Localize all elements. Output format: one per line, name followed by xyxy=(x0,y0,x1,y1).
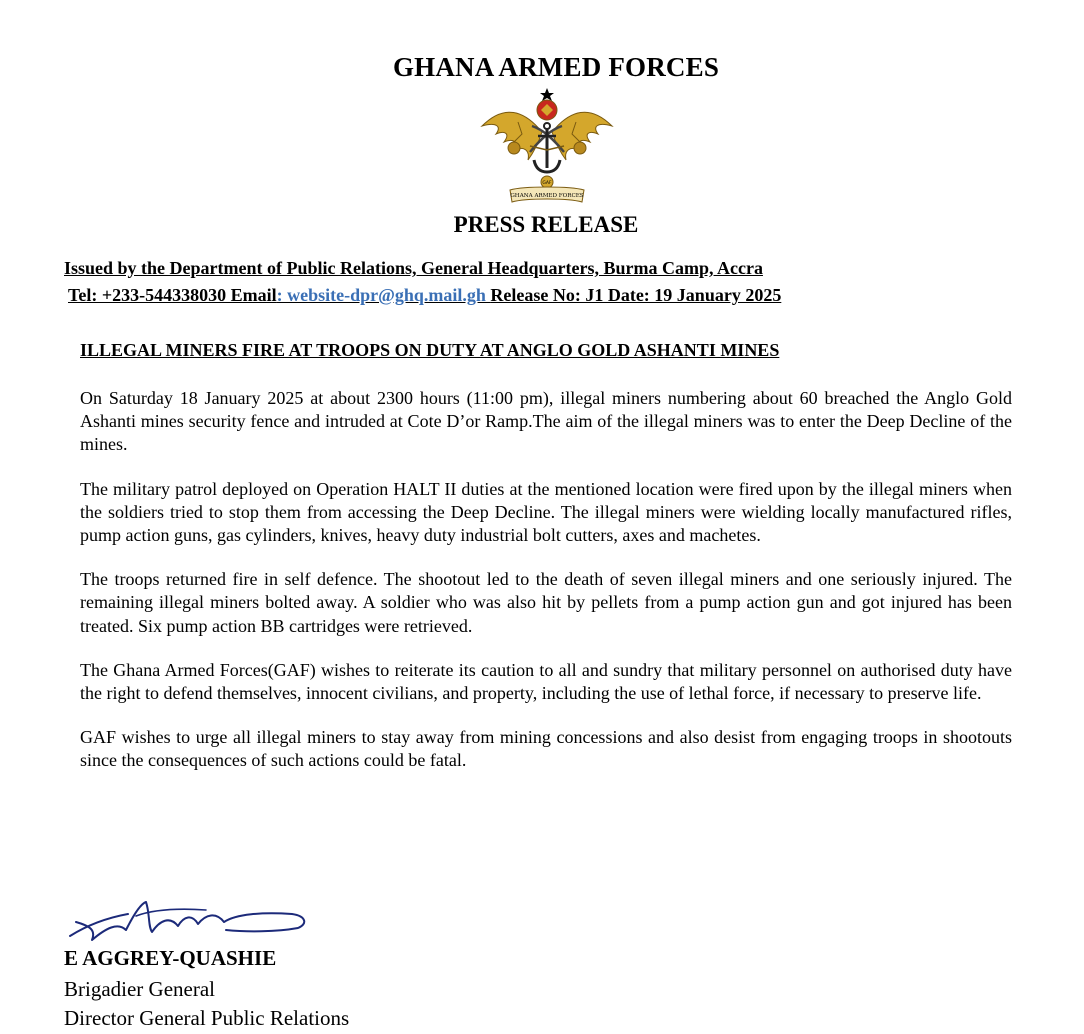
release-body xyxy=(80,387,1012,794)
issued-by-line: Issued by the Department of Public Relations, General Headquarters, Burma Camp, Accra xyxy=(64,258,763,278)
contact-line xyxy=(68,285,781,306)
signatory-rank: Brigadier General xyxy=(64,977,216,1001)
email-link[interactable]: : website-dpr@ghq.mail.gh xyxy=(276,285,491,305)
body-paragraph: GAF wishes to urge all illegal miners to stay away from mining concessions and also desist from engaging troops in shootouts since the consequences of such actions could be fatal. xyxy=(80,727,1012,771)
svg-text:GAF: GAF xyxy=(542,181,552,186)
signatory-position: Director General Public Relations xyxy=(64,1006,350,1030)
release-headline: ILLEGAL MINERS FIRE AT TROOPS ON DUTY AT ANGLO GOLD ASHANTI MINES xyxy=(80,340,780,360)
ghana-armed-forces-crest-icon xyxy=(474,88,620,210)
release-info: Release No: J1 Date: 19 January 2025 xyxy=(490,285,782,305)
signatory-name: E AGGREY-QUASHIE xyxy=(64,946,277,970)
body-paragraph: On Saturday 18 January 2025 at about 2300 hours (11:00 pm), illegal miners numbering about 60 breached the Anglo Gold Ashanti mines security fence and intruded at Cote D’or Ramp.The aim of the illegal miners was to enter the Deep Decline of the mines. xyxy=(80,388,1012,455)
handwritten-signature-icon xyxy=(66,896,316,944)
body-paragraph: The troops returned fire in self defence. The shootout led to the death of seven illegal miners and one seriously injured. The remaining illegal miners bolted away. A soldier who was also hit by pellets from a pump action gun and got injured has been treated. Six pump action BB cartridges were retrieved. xyxy=(80,569,1012,636)
tel-label: Tel: +233-544338030 Email xyxy=(68,285,277,305)
organization-title: GHANA ARMED FORCES xyxy=(392,52,720,82)
crest-scroll-text: GHANA ARMED FORCES xyxy=(510,193,584,199)
body-paragraph: The Ghana Armed Forces(GAF) wishes to reiterate its caution to all and sundry that military personnel on authorised duty have the right to defend themselves, innocent civilians, and property, including the use of lethal force, if necessary to preserve life. xyxy=(80,659,1012,704)
document-type-heading: PRESS RELEASE xyxy=(453,212,639,237)
body-paragraph: The military patrol deployed on Operation HALT II duties at the mentioned location were fired upon by the illegal miners when the soldiers tried to stop them from accessing the Deep Decline. The illegal miners were wielding locally manufactured rifles, pump action guns, gas cylinders, knives, heavy duty industrial bolt cutters, axes and machetes. xyxy=(80,478,1012,546)
